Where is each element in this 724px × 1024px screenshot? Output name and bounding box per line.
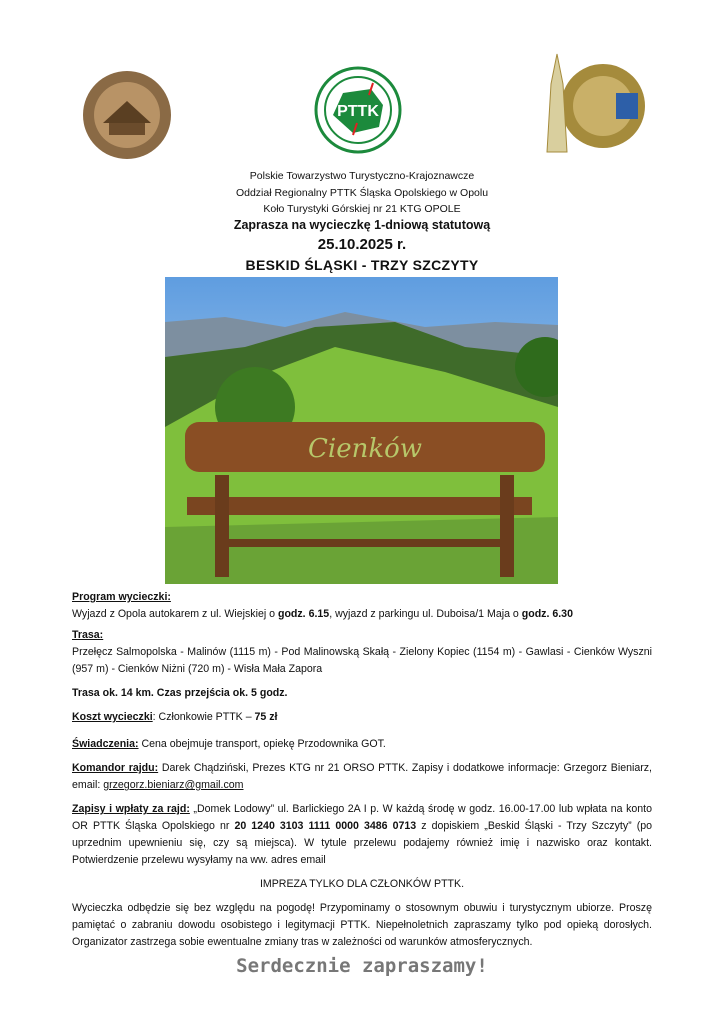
trip-title: BESKID ŚLĄSKI - TRZY SZCZYTY bbox=[245, 257, 479, 273]
signup-text: z dopiskiem „Beskid Śląski - Trzy Szczyty” (po uprzednim upewnieniu się, czy są miejsca). W tytule przelewu podajemy również imię i nazwisko oraz kontakt. Potwierdzenie przelewu wysyłamy na ww. adres email bbox=[72, 820, 653, 866]
bank-account: 20 1240 3103 1111 0000 3486 0713 bbox=[234, 820, 417, 832]
price: 75 zł bbox=[254, 711, 278, 723]
org-line: Oddział Regionalny PTTK Śląska Opolskiego w Opolu bbox=[235, 186, 489, 199]
members-only-notice: IMPREZA TYLKO DLA CZŁONKÓW PTTK. bbox=[259, 878, 465, 890]
closing-greeting: Serdecznie zapraszamy! bbox=[236, 955, 488, 977]
trip-date: 25.10.2025 r. bbox=[317, 236, 407, 253]
program-label: Program wycieczki: bbox=[72, 591, 171, 603]
cost-text: : Członkowie PTTK – bbox=[152, 711, 255, 723]
leader-text: Darek Chądziński, Prezes KTG nr 21 ORSO PTTK. Zapisy i dodatkowe informacje: Grzegorz Bieniarz, email: bbox=[72, 762, 652, 791]
program-text: Wyjazd z Opola autokarem z ul. Wiejskiej o bbox=[72, 608, 278, 620]
regional-badge-logo bbox=[81, 69, 173, 161]
signup-label: Zapisy i wpłaty za rajd: bbox=[72, 803, 190, 815]
route-text: Przełęcz Salmopolska - Malinów (1115 m) - Pod Malinowską Skałą - Zielony Kopiec (1154 m) - Gawlasi - Cienków Wyszni (957 m) - Cienków Niżni (720 m) - Wisła Mała Zapora bbox=[72, 646, 652, 675]
org-line: Koło Turystyki Górskiej nr 21 KTG OPOLE bbox=[263, 203, 461, 215]
services-label: Świadczenia: bbox=[72, 738, 139, 750]
program-text: , wyjazd z parkingu ul. Duboisa/1 Maja o bbox=[329, 608, 522, 620]
bench-carved-text: Cienków bbox=[307, 434, 423, 464]
ktg-opole-logo bbox=[537, 48, 649, 156]
bench-landscape-photo bbox=[165, 277, 558, 584]
route-summary: Trasa ok. 14 km. Czas przejścia ok. 5 godz. bbox=[72, 687, 288, 699]
pttk-logo-text: PTTK bbox=[337, 103, 379, 120]
departure-time-2: godz. 6.30 bbox=[521, 608, 573, 620]
trip-details bbox=[72, 589, 652, 982]
org-line: Polskie Towarzystwo Turystyczno-Krajoznawcze bbox=[249, 170, 475, 182]
email-link[interactable]: grzegorz.bieniarz@gmail.com bbox=[103, 779, 244, 791]
invite-line: Zaprasza na wycieczkę 1-dniową statutową bbox=[233, 218, 491, 232]
services-text: Cena obejmuje transport, opiekę Przodownika GOT. bbox=[138, 738, 386, 750]
signup-text: „Domek Lodowy” ul. Barlickiego 2A I p. W każdą środę w godz. 16.00-17.00 lub wpłata na konto OR PTTK Śląska Opolskiego nr bbox=[72, 803, 652, 832]
organization-info bbox=[0, 168, 724, 218]
leader-label: Komandor rajdu: bbox=[72, 762, 159, 774]
departure-time-1: godz. 6.15 bbox=[277, 608, 330, 620]
cost-label: Koszt wycieczki bbox=[72, 711, 153, 723]
route-label: Trasa: bbox=[72, 629, 104, 641]
pttk-logo bbox=[313, 65, 403, 155]
weather-notice: Wycieczka odbędzie się bez względu na pogodę! Przypominamy o stosownym obuwiu i turystycznym ubiorze. Proszę pamiętać o zabraniu dowodu osobistego i legitymacji PTTK. Niepełnoletnich zapraszamy tylko pod opieką dorosłych. Organizator zastrzega sobie ewentualne zmiany tras w zależności od warunków atmosferycznych. bbox=[72, 902, 652, 948]
